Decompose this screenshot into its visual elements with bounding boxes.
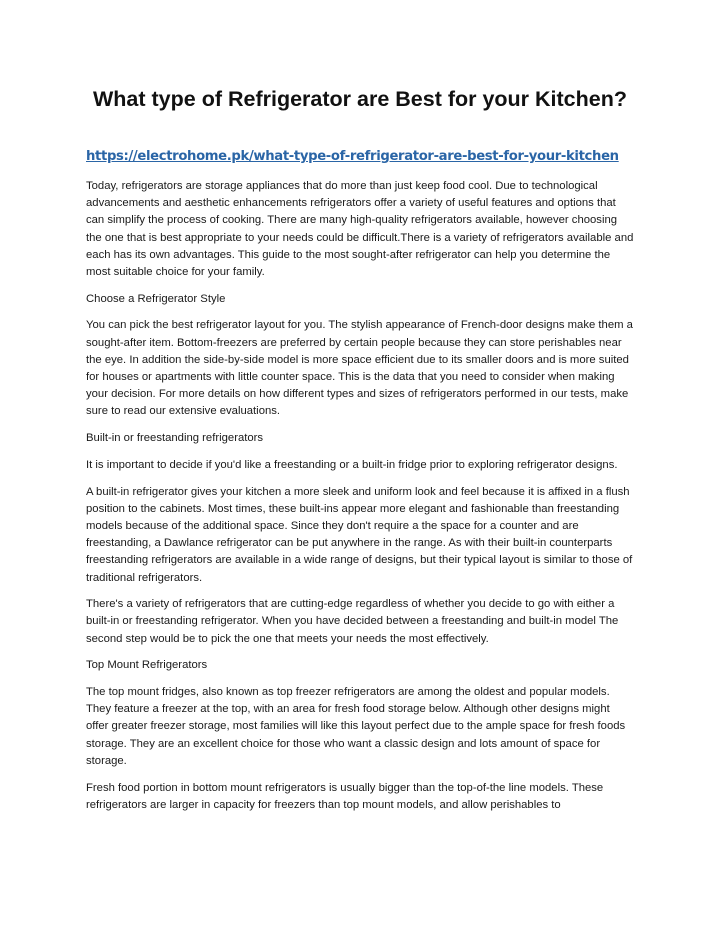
heading-choose-style: Choose a Refrigerator Style xyxy=(86,292,226,305)
page-title: What type of Refrigerator are Best for your Kitchen? xyxy=(93,87,627,111)
paragraph-decide: It is important to decide if you'd like a freestanding or a built-in fridge prior to exploring refrigerator designs. xyxy=(86,458,618,471)
paragraph-style: You can pick the best refrigerator layout for you. The stylish appearance of French-door designs make them a sought-after item. Bottom-freezers are preferred by certain people because they can store perishables near the eye. In addition the side-by-side model is more space efficient due to its smaller doors and is more suited for houses or apartments with little counter space. This is the data that you need to consider when making your decision. For more details on how different types and sizes of refrigerators performed in our tests, make sure to read our extensive evaluations. xyxy=(86,319,633,418)
heading-built-in: Built-in or freestanding refrigerators xyxy=(86,432,264,445)
paragraph-variety: There's a variety of refrigerators that are cutting-edge regardless of whether you decide to go with either a built-in or freestanding refrigerator. When you have decided between a freestanding and built-in model The second step would be to pick the one that meets your needs the most effectively. xyxy=(86,598,619,645)
heading-top-mount: Top Mount Refrigerators xyxy=(86,659,208,672)
paragraph-bottom-mount: Fresh food portion in bottom mount refrigerators is usually bigger than the top-of-the line models. These refrigerators are larger in capacity for freezers than top mount models, and allow perishables to xyxy=(86,781,604,811)
article-body xyxy=(86,178,634,824)
paragraph-built-in: A built-in refrigerator gives your kitchen a more sleek and uniform look and feel because it is affixed in a flush position to the cabinets. Most times, these built-ins appear more elegant and fashionable than freestanding models because of the additional space. Since they don't require a the space for a counter and are freestanding, a Dawlance refrigerator can be put anywhere in the range. As with their built-in counterparts freestanding refrigerators are available in a wide range of designs, but their typical layout is similar to those of traditional refrigerators. xyxy=(86,485,633,584)
paragraph-top-mount: The top mount fridges, also known as top freezer refrigerators are among the oldest and popular models. They feature a freezer at the top, with an area for fresh food storage below. Although other designs might offer greater freezer storage, most families will like this layout perfect due to the ample space for fresh foods storage. They are an excellent choice for those who want a classic design and lots amount of space for storage. xyxy=(86,686,626,767)
article-link[interactable]: https://electrohome.pk/what-type-of-refrigerator-are-best-for-your-kitchen xyxy=(86,149,619,164)
paragraph-intro: Today, refrigerators are storage appliances that do more than just keep food cool. Due to technological advancements and aesthetic enhancements refrigerators offer a variety of useful features and options that can simplify the process of cooking. There are many high-quality refrigerators available, however choosing the one that is best appropriate to your needs could be difficult.There is a variety of refrigerators available and each has its own advantages. This guide to the most sought-after refrigerator can help you determine the most suitable choice for your family. xyxy=(86,180,634,279)
